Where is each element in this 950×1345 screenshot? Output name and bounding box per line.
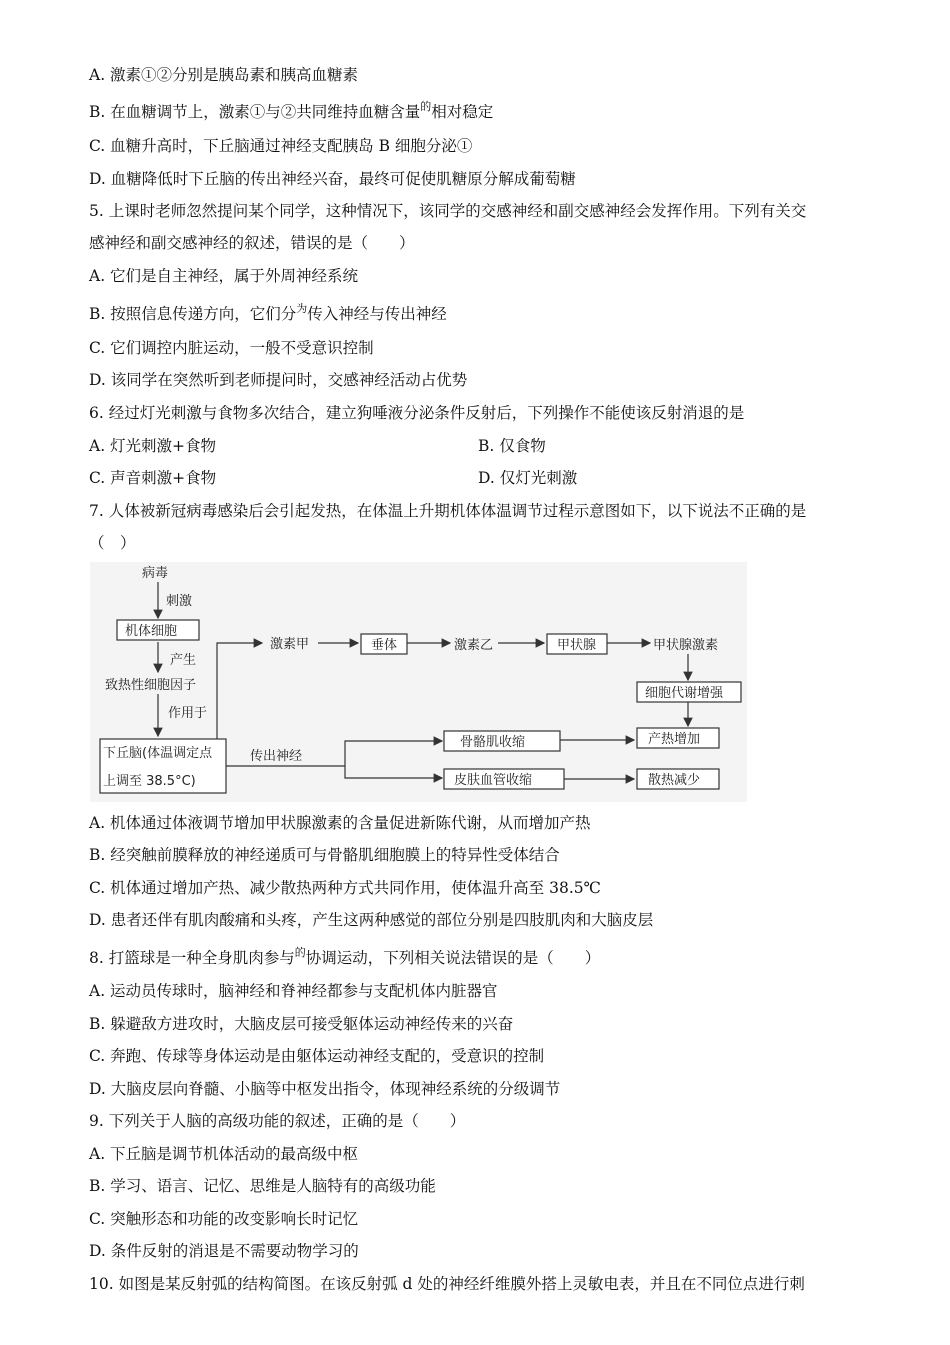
q7-stem-line1: 7. 人体被新冠病毒感染后会引起发热，在体温上升期机体体温调节过程示意图如下，以下说法不正确的是: [89, 502, 807, 520]
q7-option-a: A. 机体通过体液调节增加甲状腺激素的含量促进新陈代谢，从而增加产热: [89, 814, 591, 832]
diagram-produce: 产生: [170, 653, 197, 668]
q8-option-d: D. 大脑皮层向脊髓、小脑等中枢发出指令，体现神经系统的分级调节: [89, 1080, 561, 1098]
q6-option-b: B. 仅食物: [478, 437, 546, 455]
q4-option-c: C. 血糖升高时，下丘脑通过神经支配胰岛 B 细胞分泌①: [89, 137, 473, 155]
q5-option-b: B. 按照信息传递方向，它们分$^为$传入神经与传出神经: [89, 302, 447, 323]
diagram-skin-vessel: 皮肤血管收缩: [454, 773, 533, 788]
q5-option-d: D. 该同学在突然听到老师提问时，交感神经活动占优势: [89, 371, 468, 389]
q5-stem-line2: 感神经和副交感神经的叙述，错误的是（ ）: [89, 234, 415, 252]
q9-option-d: D. 条件反射的消退是不需要动物学习的: [89, 1242, 359, 1260]
diagram-thyroid: 甲状腺: [557, 638, 597, 653]
q6-stem: 6. 经过灯光刺激与食物多次结合，建立狗唾液分泌条件反射后，下列操作不能使该反射消退的是: [89, 404, 745, 422]
diagram-muscle: 骨骼肌收缩: [460, 735, 526, 750]
q9-option-c: C. 突触形态和功能的改变影响长时记忆: [89, 1210, 359, 1228]
diagram-act-on: 作用于: [168, 706, 208, 721]
q5-option-a: A. 它们是自主神经，属于外周神经系统: [89, 267, 359, 285]
diagram-stimulate: 刺激: [166, 594, 193, 609]
q6-option-d: D. 仅灯光刺激: [478, 469, 578, 487]
diagram-hormone-a: 激素甲: [270, 637, 310, 652]
diagram-thyroxine: 甲状腺激素: [653, 638, 719, 653]
diagram-metabolism: 细胞代谢增强: [645, 686, 724, 701]
q8-stem: 8. 打篮球是一种全身肌肉参与$^的$协调运动，下列相关说法错误的是（ ）: [89, 946, 601, 967]
diagram-heat-down: 散热减少: [648, 773, 701, 788]
diagram-heat-up: 产热增加: [648, 732, 701, 747]
diagram-pituitary: 垂体: [371, 638, 398, 653]
thermoregulation-diagram: [90, 562, 747, 802]
q6-option-a: A. 灯光刺激+食物: [89, 437, 217, 455]
q7-option-b: B. 经突触前膜释放的神经递质可与骨骼肌细胞膜上的特异性受体结合: [89, 846, 560, 864]
q4-option-b: B. 在血糖调节上，激素①与②共同维持血糖含量$^的$相对稳定: [89, 100, 494, 121]
q7-option-d: D. 患者还伴有肌肉酸痛和头疼，产生这两种感觉的部位分别是四肢肌肉和大脑皮层: [89, 911, 654, 929]
q9-option-b: B. 学习、语言、记忆、思维是人脑特有的高级功能: [89, 1177, 436, 1195]
diagram-hypothalamus-line2: 上调至 38.5°C): [103, 774, 196, 789]
q9-stem: 9. 下列关于人脑的高级功能的叙述，正确的是（ ）: [89, 1112, 466, 1130]
q7-option-c: C. 机体通过增加产热、减少散热两种方式共同作用，使体温升高至 38.5℃: [89, 879, 601, 897]
q9-option-a: A. 下丘脑是调节机体活动的最高级中枢: [89, 1145, 359, 1163]
q5-stem-line1: 5. 上课时老师忽然提问某个同学，这种情况下，该同学的交感神经和副交感神经会发挥作用。下列有关交: [89, 202, 807, 220]
diagram-virus: 病毒: [142, 566, 169, 581]
q8-option-a: A. 运动员传球时，脑神经和脊神经都参与支配机体内脏器官: [89, 982, 498, 1000]
q6-option-c: C. 声音刺激+食物: [89, 469, 217, 487]
diagram-pyrogen: 致热性细胞因子: [105, 678, 197, 693]
q4-option-a: A. 激素①②分别是胰岛素和胰高血糖素: [89, 66, 359, 84]
diagram-body-cell: 机体细胞: [125, 624, 178, 639]
diagram-efferent: 传出神经: [250, 749, 303, 764]
q4-option-d: D. 血糖降低时下丘脑的传出神经兴奋，最终可促使肌糖原分解成葡萄糖: [89, 170, 576, 188]
q8-option-b: B. 躲避敌方进攻时，大脑皮层可接受躯体运动神经传来的兴奋: [89, 1015, 514, 1033]
diagram-hormone-b: 激素乙: [454, 638, 494, 653]
q10-stem: 10. 如图是某反射弧的结构简图。在该反射弧 d 处的神经纤维膜外搭上灵敏电表，并且在不同位点进行刺: [89, 1275, 805, 1293]
q7-stem-line2: （ ）: [89, 534, 136, 552]
diagram-hypothalamus-line1: 下丘脑(体温调定点: [103, 746, 213, 761]
q5-option-c: C. 它们调控内脏运动，一般不受意识控制: [89, 339, 374, 357]
q8-option-c: C. 奔跑、传球等身体运动是由躯体运动神经支配的，受意识的控制: [89, 1047, 545, 1065]
